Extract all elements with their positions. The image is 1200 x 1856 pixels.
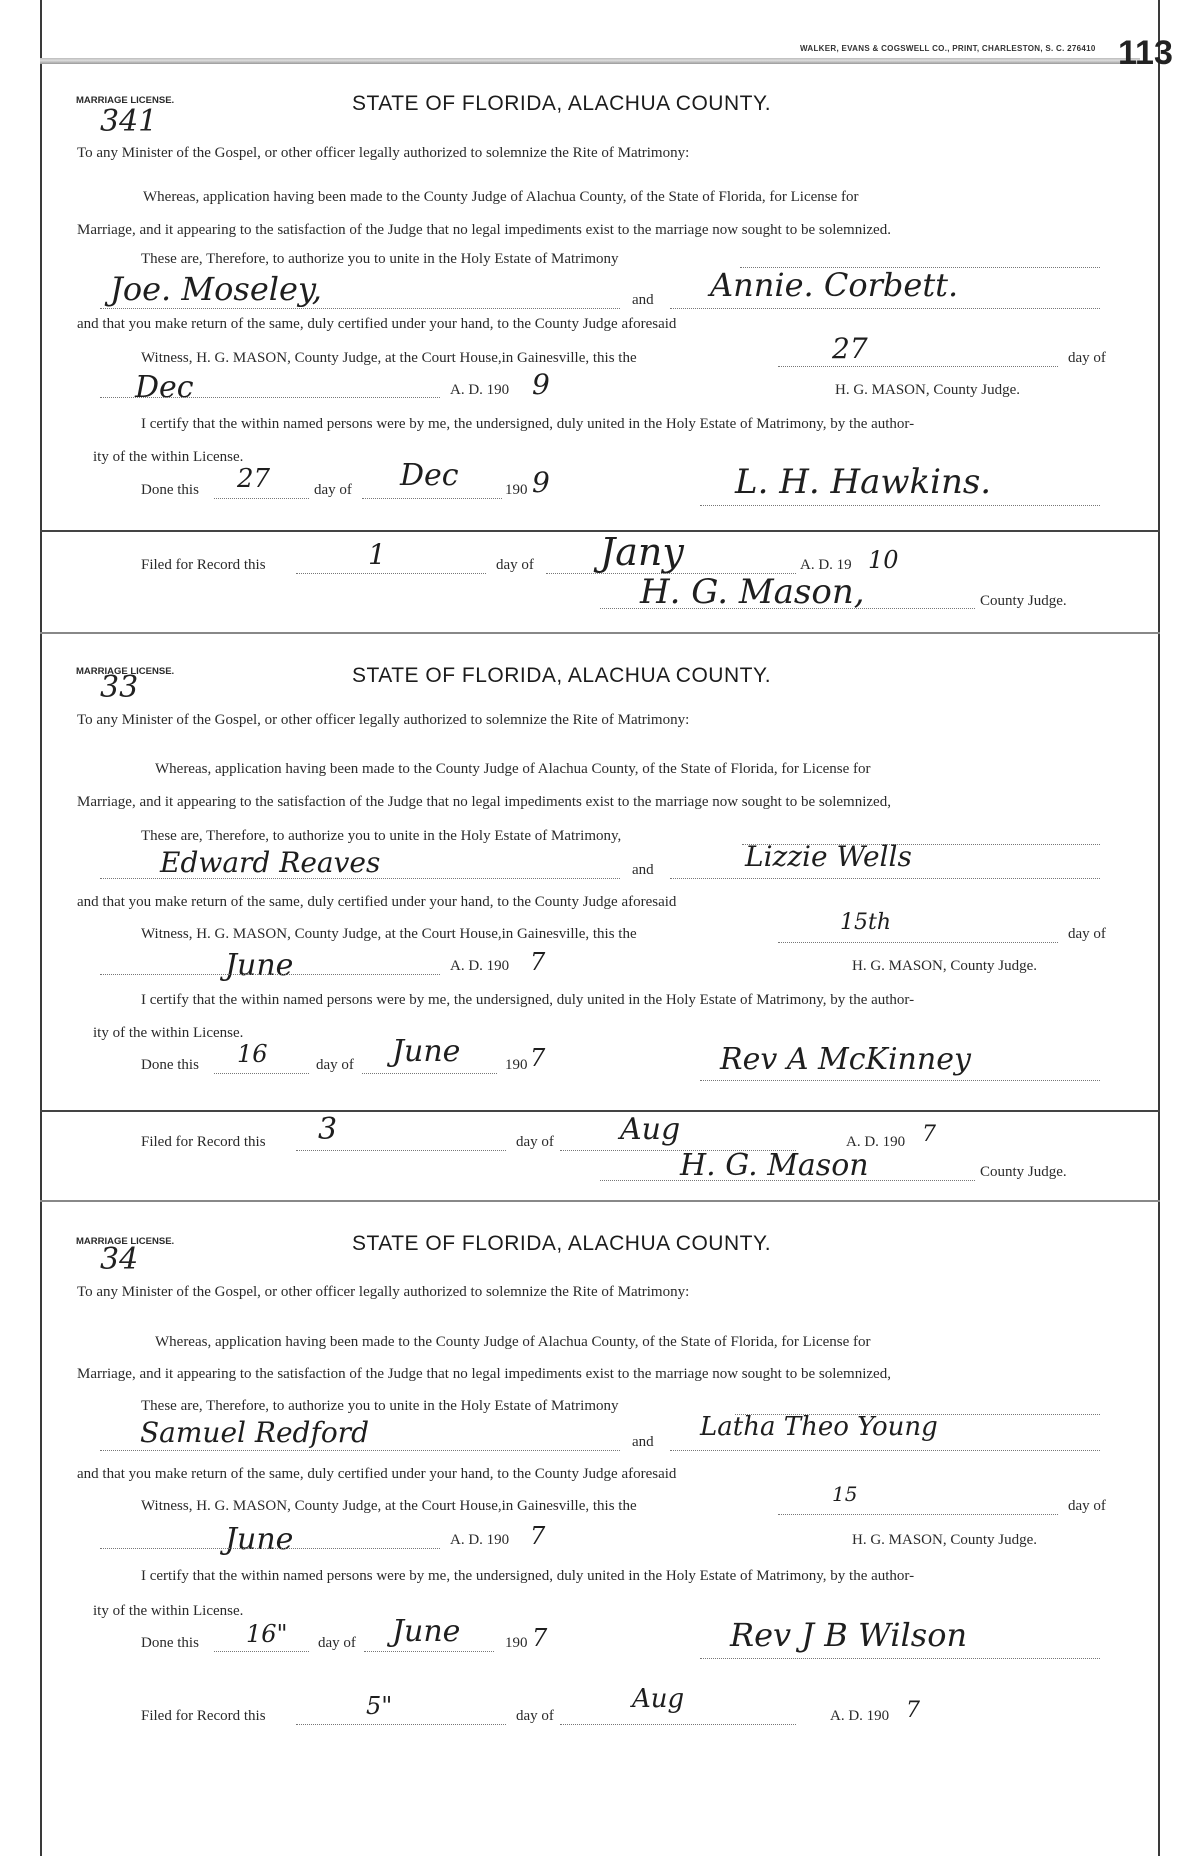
and-label: and xyxy=(632,292,654,308)
address-line: To any Minister of the Gospel, or other officer legally authorized to solemnize the Rite of Matrimony: xyxy=(77,145,690,161)
officiant-signature: Rev J B Wilson xyxy=(730,1616,968,1654)
done-day-of-label: day of xyxy=(316,1057,354,1073)
certify-line-1: I certify that the within named persons were by me, the undersigned, duly united in the Holy Estate of Matrimony, by the author- xyxy=(141,416,915,432)
bride-name: Lizzie Wells xyxy=(745,840,912,873)
dotted-rule xyxy=(100,1548,440,1549)
dotted-rule xyxy=(100,974,440,975)
witness-line: Witness, H. G. MASON, County Judge, at the Court House,in Gainesville, this the xyxy=(141,926,637,942)
address-line: To any Minister of the Gospel, or other officer legally authorized to solemnize the Rite of Matrimony: xyxy=(77,712,690,728)
whereas-line-1: Whereas, application having been made to the County Judge of Alachua County, of the State of Florida, for License for xyxy=(155,1334,871,1350)
authorize-line: These are, Therefore, to authorize you to unite in the Holy Estate of Matrimony xyxy=(141,1398,619,1414)
filed-day-of-label: day of xyxy=(516,1708,554,1724)
done-month: Dec xyxy=(400,458,459,493)
groom-name: Edward Reaves xyxy=(160,846,381,879)
done-day-of-label: day of xyxy=(314,482,352,498)
done-year: 9 xyxy=(532,466,550,499)
license-3 xyxy=(0,1136,1200,1724)
certify-line-2: ity of the within License. xyxy=(93,1025,244,1041)
witness-day: 27 xyxy=(832,332,868,365)
groom-name: Samuel Redford xyxy=(140,1416,369,1449)
county-judge-label: County Judge. xyxy=(980,1164,1067,1180)
license-label: MARRIAGE LICENSE. xyxy=(76,95,175,106)
whereas-line-2: Marriage, and it appearing to the satisfaction of the Judge that no legal impediments exist to the marriage now sought to be solemnized, xyxy=(77,1366,891,1382)
done-month: June xyxy=(392,1034,461,1069)
bride-name: Annie. Corbett. xyxy=(710,266,959,304)
done-190-label: 190 xyxy=(505,482,528,498)
ad-label: A. D. 190 xyxy=(450,958,510,974)
page-number: 113 xyxy=(1118,34,1173,72)
state-heading: STATE OF FLORIDA, ALACHUA COUNTY. xyxy=(352,664,772,687)
filed-ad-label: A. D. 19 xyxy=(800,557,852,573)
whereas-line-2: Marriage, and it appearing to the satisfaction of the Judge that no legal impediments exist to the marriage now sought to be solemnized. xyxy=(77,222,891,238)
filed-label: Filed for Record this xyxy=(141,557,266,573)
license-label: MARRIAGE LICENSE. xyxy=(76,1236,175,1247)
certify-line-2: ity of the within License. xyxy=(93,1603,244,1619)
dotted-rule xyxy=(560,1724,796,1725)
license-month: June xyxy=(225,948,294,983)
bride-name: Latha Theo Young xyxy=(700,1412,938,1442)
authorize-line: These are, Therefore, to authorize you to unite in the Holy Estate of Matrimony, xyxy=(141,828,622,844)
done-year: 7 xyxy=(532,1624,548,1652)
day-of-label: day of xyxy=(1068,350,1106,366)
dotted-rule xyxy=(214,1651,309,1652)
dotted-rule xyxy=(670,878,1100,879)
state-heading: STATE OF FLORIDA, ALACHUA COUNTY. xyxy=(352,1232,772,1255)
dotted-rule xyxy=(214,498,309,499)
filed-rule xyxy=(40,1110,1160,1112)
dotted-rule xyxy=(100,1450,620,1451)
license-month: June xyxy=(225,1522,294,1557)
filed-year: 7 xyxy=(906,1698,920,1723)
judge-signature: H. G. Mason, xyxy=(640,572,865,612)
filed-day-of-label: day of xyxy=(516,1134,554,1150)
dotted-rule xyxy=(778,1514,1058,1515)
dotted-rule xyxy=(296,1724,506,1725)
certify-line-1: I certify that the within named persons were by me, the undersigned, duly united in the Holy Estate of Matrimony, by the author- xyxy=(141,1568,915,1584)
license-number: 341 xyxy=(100,104,158,139)
dotted-rule xyxy=(100,308,620,309)
ad-label: A. D. 190 xyxy=(450,1532,510,1548)
judge-title: H. G. MASON, County Judge. xyxy=(852,1532,1038,1548)
done-day: 16" xyxy=(246,1620,288,1648)
license-number: 34 xyxy=(100,1242,139,1277)
done-day: 16 xyxy=(237,1040,268,1068)
license-number: 33 xyxy=(100,670,139,705)
dotted-rule xyxy=(362,498,502,499)
filed-label: Filed for Record this xyxy=(141,1134,266,1150)
printer-imprint: WALKER, EVANS & COGSWELL CO., PRINT, CHARLESTON, S. C. 276410 xyxy=(800,44,1096,53)
done-year: 7 xyxy=(530,1044,546,1072)
dotted-rule xyxy=(100,878,620,879)
day-of-label: day of xyxy=(1068,1498,1106,1514)
filed-month: Jany xyxy=(600,530,684,574)
done-190-label: 190 xyxy=(505,1057,528,1073)
dotted-rule xyxy=(778,942,1058,943)
filed-day: 3 xyxy=(318,1112,338,1147)
dotted-rule xyxy=(214,1073,309,1074)
done-this-label: Done this xyxy=(141,1057,199,1073)
whereas-line-2: Marriage, and it appearing to the satisfaction of the Judge that no legal impediments exist to the marriage now sought to be solemnized, xyxy=(77,794,891,810)
officiant-signature: L. H. Hawkins. xyxy=(735,462,992,502)
dotted-rule xyxy=(100,397,440,398)
certify-line-2: ity of the within License. xyxy=(93,449,244,465)
filed-month: Aug xyxy=(632,1684,685,1714)
judge-title: H. G. MASON, County Judge. xyxy=(835,382,1021,398)
done-day: 27 xyxy=(237,464,271,494)
license-1 xyxy=(0,0,1200,612)
license-month: Dec xyxy=(135,370,194,405)
county-judge-label: County Judge. xyxy=(980,593,1067,609)
dotted-rule xyxy=(700,1658,1100,1659)
officiant-signature: Rev A McKinney xyxy=(720,1042,971,1077)
whereas-line-1: Whereas, application having been made to the County Judge of Alachua County, of the State of Florida, for License for xyxy=(143,189,859,205)
witness-day: 15 xyxy=(832,1482,858,1506)
dotted-rule xyxy=(778,366,1058,367)
filed-ad-label: A. D. 190 xyxy=(830,1708,890,1724)
witness-day: 15th xyxy=(840,910,892,935)
filed-ad-label: A. D. 190 xyxy=(846,1134,906,1150)
dotted-rule xyxy=(700,1080,1100,1081)
filed-year: 7 xyxy=(922,1122,936,1147)
license-year: 9 xyxy=(532,368,550,401)
and-label: and xyxy=(632,862,654,878)
groom-name: Joe. Moseley, xyxy=(110,270,322,308)
filed-day: 5" xyxy=(366,1692,393,1720)
ad-label: A. D. 190 xyxy=(450,382,510,398)
done-this-label: Done this xyxy=(141,1635,199,1651)
license-label: MARRIAGE LICENSE. xyxy=(76,666,175,677)
filed-day-of-label: day of xyxy=(496,557,534,573)
license-year: 7 xyxy=(530,1522,546,1550)
witness-line: Witness, H. G. MASON, County Judge, at the Court House,in Gainesville, this the xyxy=(141,350,637,366)
license-2 xyxy=(0,568,1200,1183)
return-line: and that you make return of the same, duly certified under your hand, to the County Judge aforesaid xyxy=(77,316,677,332)
day-of-label: day of xyxy=(1068,926,1106,942)
state-heading: STATE OF FLORIDA, ALACHUA COUNTY. xyxy=(352,92,772,115)
filed-month: Aug xyxy=(620,1112,681,1147)
judge-title: H. G. MASON, County Judge. xyxy=(852,958,1038,974)
judge-signature: H. G. Mason xyxy=(680,1148,869,1183)
dotted-rule xyxy=(670,1450,1100,1451)
dotted-rule xyxy=(364,1651,494,1652)
filed-day: 1 xyxy=(368,538,386,571)
filed-year: 10 xyxy=(868,546,899,574)
filed-label: Filed for Record this xyxy=(141,1708,266,1724)
dotted-rule xyxy=(362,1073,497,1074)
address-line: To any Minister of the Gospel, or other officer legally authorized to solemnize the Rite of Matrimony: xyxy=(77,1284,690,1300)
certify-line-1: I certify that the within named persons were by me, the undersigned, duly united in the Holy Estate of Matrimony, by the author- xyxy=(141,992,915,1008)
done-day-of-label: day of xyxy=(318,1635,356,1651)
witness-line: Witness, H. G. MASON, County Judge, at the Court House,in Gainesville, this the xyxy=(141,1498,637,1514)
done-this-label: Done this xyxy=(141,482,199,498)
dotted-rule xyxy=(700,505,1100,506)
and-label: and xyxy=(632,1434,654,1450)
return-line: and that you make return of the same, duly certified under your hand, to the County Judge aforesaid xyxy=(77,894,677,910)
license-year: 7 xyxy=(530,948,546,976)
dotted-rule xyxy=(670,308,1100,309)
done-month: June xyxy=(392,1614,461,1649)
done-190-label: 190 xyxy=(505,1635,528,1651)
whereas-line-1: Whereas, application having been made to the County Judge of Alachua County, of the State of Florida, for License for xyxy=(155,761,871,777)
return-line: and that you make return of the same, duly certified under your hand, to the County Judge aforesaid xyxy=(77,1466,677,1482)
authorize-line: These are, Therefore, to authorize you to unite in the Holy Estate of Matrimony xyxy=(141,251,619,267)
